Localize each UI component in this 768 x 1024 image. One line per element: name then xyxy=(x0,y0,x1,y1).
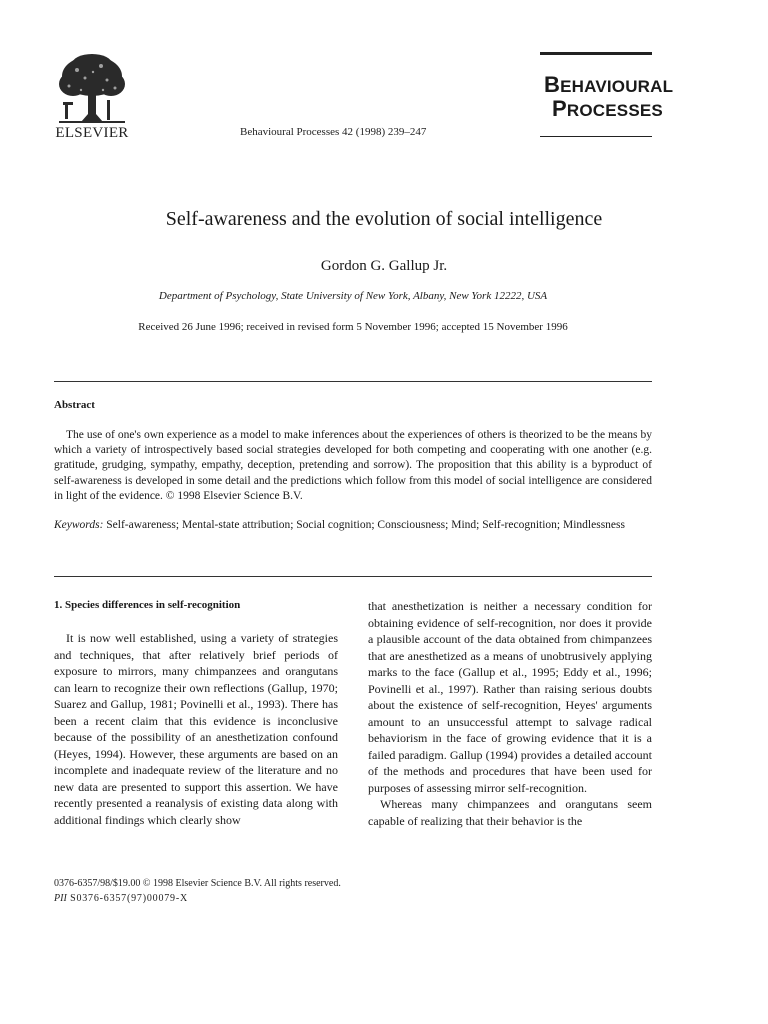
section-heading: 1. Species differences in self-recognition xyxy=(54,599,241,611)
body-paragraph: Whereas many chimpanzees and orangutans seem capable of realizing that their behavior is the xyxy=(368,797,652,828)
body-paragraph-continued: that anesthetization is neither a necessary condition for obtaining evidence of self-recognition, nor does it provide a plausible account of the data obtained from chimpanzees that are anesthetized as a means of unobtrusively applying marks to the face (Gallup et al., 1995; Eddy et al., 1996; Povinelli et al., 1997). Rather than raising serious doubts about the existence of self-recognition, Heyes' arguments amount to an unsuccessful attempt to salvage radical behaviorism in the face of growing evidence that it is a failed paradigm. Gallup (1994) provides a detailed account of the methods and procedures that have been used for purposes of assessing mirror self-recognition. xyxy=(368,599,652,795)
publisher-name: ELSEVIER xyxy=(55,125,129,141)
body-column-right xyxy=(368,598,652,829)
brand-bottom-rule xyxy=(540,136,652,137)
journal-name-line2 xyxy=(552,96,663,122)
keywords xyxy=(54,518,652,533)
pii-label: PII xyxy=(54,893,67,904)
journal-line1-initial: B xyxy=(544,72,561,97)
journal-citation: Behavioural Processes 42 (1998) 239–247 xyxy=(240,126,427,138)
keywords-label: Keywords: xyxy=(54,519,104,531)
journal-line2-rest: ROCESSES xyxy=(566,101,663,120)
author-affiliation: Department of Psychology, State University of New York, Albany, New York 12222, USA xyxy=(158,290,548,302)
pii-line xyxy=(54,893,188,904)
publisher-logo xyxy=(52,52,132,142)
brand-top-rule xyxy=(540,52,652,55)
copyright-line: 0376-6357/98/$19.00 © 1998 Elsevier Science B.V. All rights reserved. xyxy=(54,878,341,889)
abstract-heading: Abstract xyxy=(54,399,95,411)
journal-line2-initial: P xyxy=(552,96,567,121)
journal-name-line1 xyxy=(544,72,673,98)
keywords-list: Self-awareness; Mental-state attribution; Social cognition; Consciousness; Mind; Self-recognition; Mindlessness xyxy=(106,519,625,531)
received-dates: Received 26 June 1996; received in revised form 5 November 1996; accepted 15 November 1996 xyxy=(138,321,568,333)
body-paragraph: It is now well established, using a variety of strategies and techniques, that after relatively brief periods of exposure to mirrors, many chimpanzees and orangutans can learn to recognize their own reflections (Gallup, 1970; Suarez and Gallup, 1981; Povinelli et al., 1993). There has been a recent claim that this evidence is inconclusive because of the possibility of an anesthetization confound (Heyes, 1994). However, these arguments are based on an incomplete and inadequate review of the literature and no new data are presented to support this assertion. We have recently presented a reanalysis of existing data along with additional findings which clearly show xyxy=(54,631,338,827)
article-title: Self-awareness and the evolution of social intelligence xyxy=(165,208,603,230)
pii-value: S0376-6357(97)00079-X xyxy=(70,893,188,904)
abstract-body: The use of one's own experience as a model to make inferences about the experiences of others is theorized to be the means by which a variety of introspectively based social strategies developed for both competing and cooperating with one another (e.g. gratitude, grudging, sympathy, empathy, deception, pretending and sorrow). The proposition that this ability is a byproduct of self-awareness is developed in some detail and the predictions which follow from this model of social intelligence are considered in light of the evidence. © 1998 Elsevier Science B.V. xyxy=(54,429,652,502)
divider-bottom xyxy=(54,576,652,577)
divider-top xyxy=(54,381,652,382)
article-author: Gordon G. Gallup Jr. xyxy=(320,258,448,274)
journal-line1-rest: EHAVIOURAL xyxy=(560,77,674,96)
elsevier-tree-icon xyxy=(55,52,129,124)
body-column-left xyxy=(54,598,338,828)
